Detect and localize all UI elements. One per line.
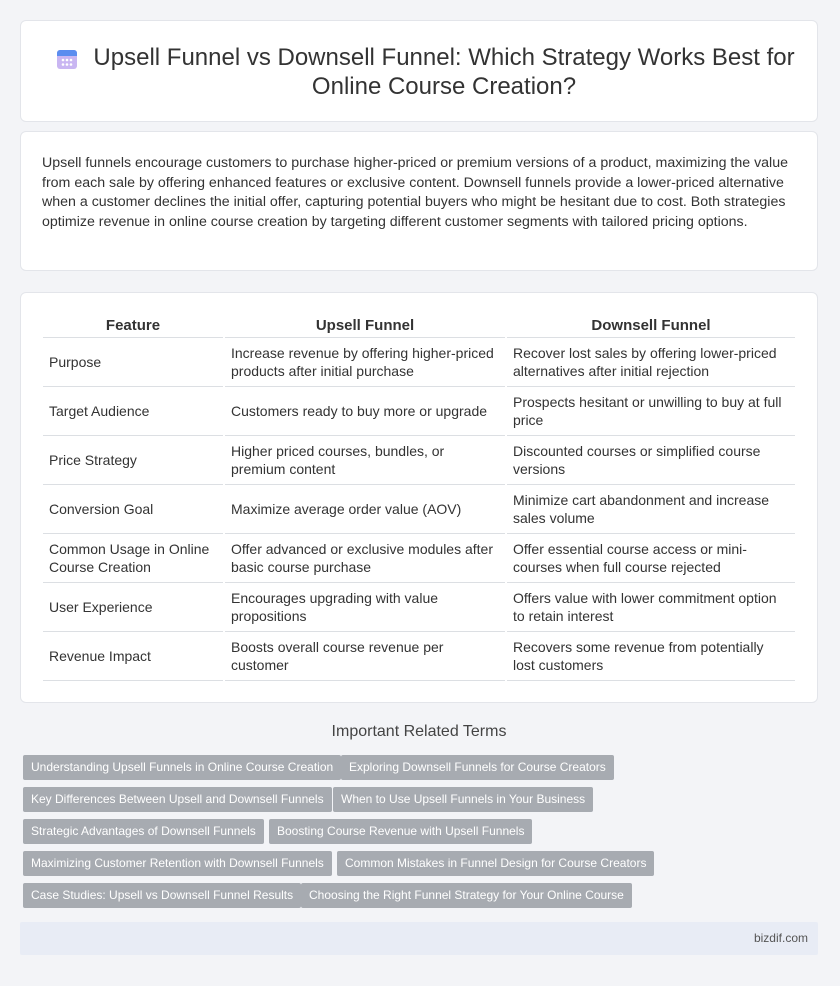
table-header-row (43, 315, 795, 338)
downsell-cell: Discounted courses or simplified course versions (507, 436, 795, 485)
downsell-cell: Offer essential course access or mini-courses when full course rejected (507, 534, 795, 583)
table-row (43, 338, 795, 387)
downsell-cell: Minimize cart abandonment and increase sales volume (507, 485, 795, 534)
header-downsell: Downsell Funnel (507, 315, 795, 338)
related-tag-key-differences[interactable]: Key Differences Between Upsell and Downsell Funnels (23, 787, 332, 812)
calendar-icon (55, 47, 79, 71)
downsell-cell: Recover lost sales by offering lower-priced alternatives after initial rejection (507, 338, 795, 387)
title-card (20, 20, 818, 122)
upsell-cell: Offer advanced or exclusive modules after basic course purchase (225, 534, 505, 583)
feature-cell: User Experience (43, 583, 223, 632)
related-tag-strategic-advantages[interactable]: Strategic Advantages of Downsell Funnels (23, 819, 264, 844)
table-row (43, 583, 795, 632)
table-row (43, 387, 795, 436)
header-feature: Feature (43, 315, 223, 338)
related-tag-exploring-downsell[interactable]: Exploring Downsell Funnels for Course Creators (341, 755, 614, 780)
related-tag-choosing-strategy[interactable]: Choosing the Right Funnel Strategy for Your Online Course (301, 883, 632, 908)
feature-cell: Price Strategy (43, 436, 223, 485)
downsell-cell: Recovers some revenue from potentially lost customers (507, 632, 795, 681)
related-terms-heading: Important Related Terms (331, 723, 507, 740)
downsell-cell: Prospects hesitant or unwilling to buy at full price (507, 387, 795, 436)
related-tag-common-mistakes[interactable]: Common Mistakes in Funnel Design for Course Creators (337, 851, 654, 876)
table-row (43, 436, 795, 485)
downsell-cell: Offers value with lower commitment option to retain interest (507, 583, 795, 632)
upsell-cell: Maximize average order value (AOV) (225, 485, 505, 534)
table-row (43, 632, 795, 681)
feature-cell: Conversion Goal (43, 485, 223, 534)
upsell-cell: Boosts overall course revenue per customer (225, 632, 505, 681)
intro-card (20, 131, 818, 271)
related-tag-when-to-use-upsell[interactable]: When to Use Upsell Funnels in Your Business (333, 787, 593, 812)
table-row (43, 534, 795, 583)
header-upsell: Upsell Funnel (225, 315, 505, 338)
comparison-table (41, 315, 797, 681)
upsell-cell: Higher priced courses, bundles, or premium content (225, 436, 505, 485)
intro-paragraph: Upsell funnels encourage customers to purchase higher-priced or premium versions of a product, maximizing the value from each sale by offering enhanced features or exclusive content. Downsell funnels provide a lower-priced alternative when a customer declines the initial offer, capturing potential buyers who might be hesitant due to cost. Both strategies optimize revenue in online course creation by targeting different customer segments with tailored pricing options. (42, 155, 788, 230)
upsell-cell: Encourages upgrading with value propositions (225, 583, 505, 632)
related-tag-case-studies[interactable]: Case Studies: Upsell vs Downsell Funnel Results (23, 883, 301, 908)
footer (20, 922, 818, 955)
related-tag-maximizing-retention[interactable]: Maximizing Customer Retention with Downsell Funnels (23, 851, 332, 876)
related-tag-understanding-upsell[interactable]: Understanding Upsell Funnels in Online Course Creation (23, 755, 341, 780)
upsell-cell: Customers ready to buy more or upgrade (225, 387, 505, 436)
footer-site-link[interactable]: bizdif.com (753, 931, 808, 945)
upsell-cell: Increase revenue by offering higher-priced products after initial purchase (225, 338, 505, 387)
related-tag-boosting-revenue[interactable]: Boosting Course Revenue with Upsell Funnels (269, 819, 532, 844)
page-title: Upsell Funnel vs Downsell Funnel: Which Strategy Works Best for Online Course Creation? (93, 44, 795, 100)
comparison-table-card (20, 292, 818, 703)
feature-cell: Common Usage in Online Course Creation (43, 534, 223, 583)
feature-cell: Target Audience (43, 387, 223, 436)
table-row (43, 485, 795, 534)
feature-cell: Revenue Impact (43, 632, 223, 681)
feature-cell: Purpose (43, 338, 223, 387)
